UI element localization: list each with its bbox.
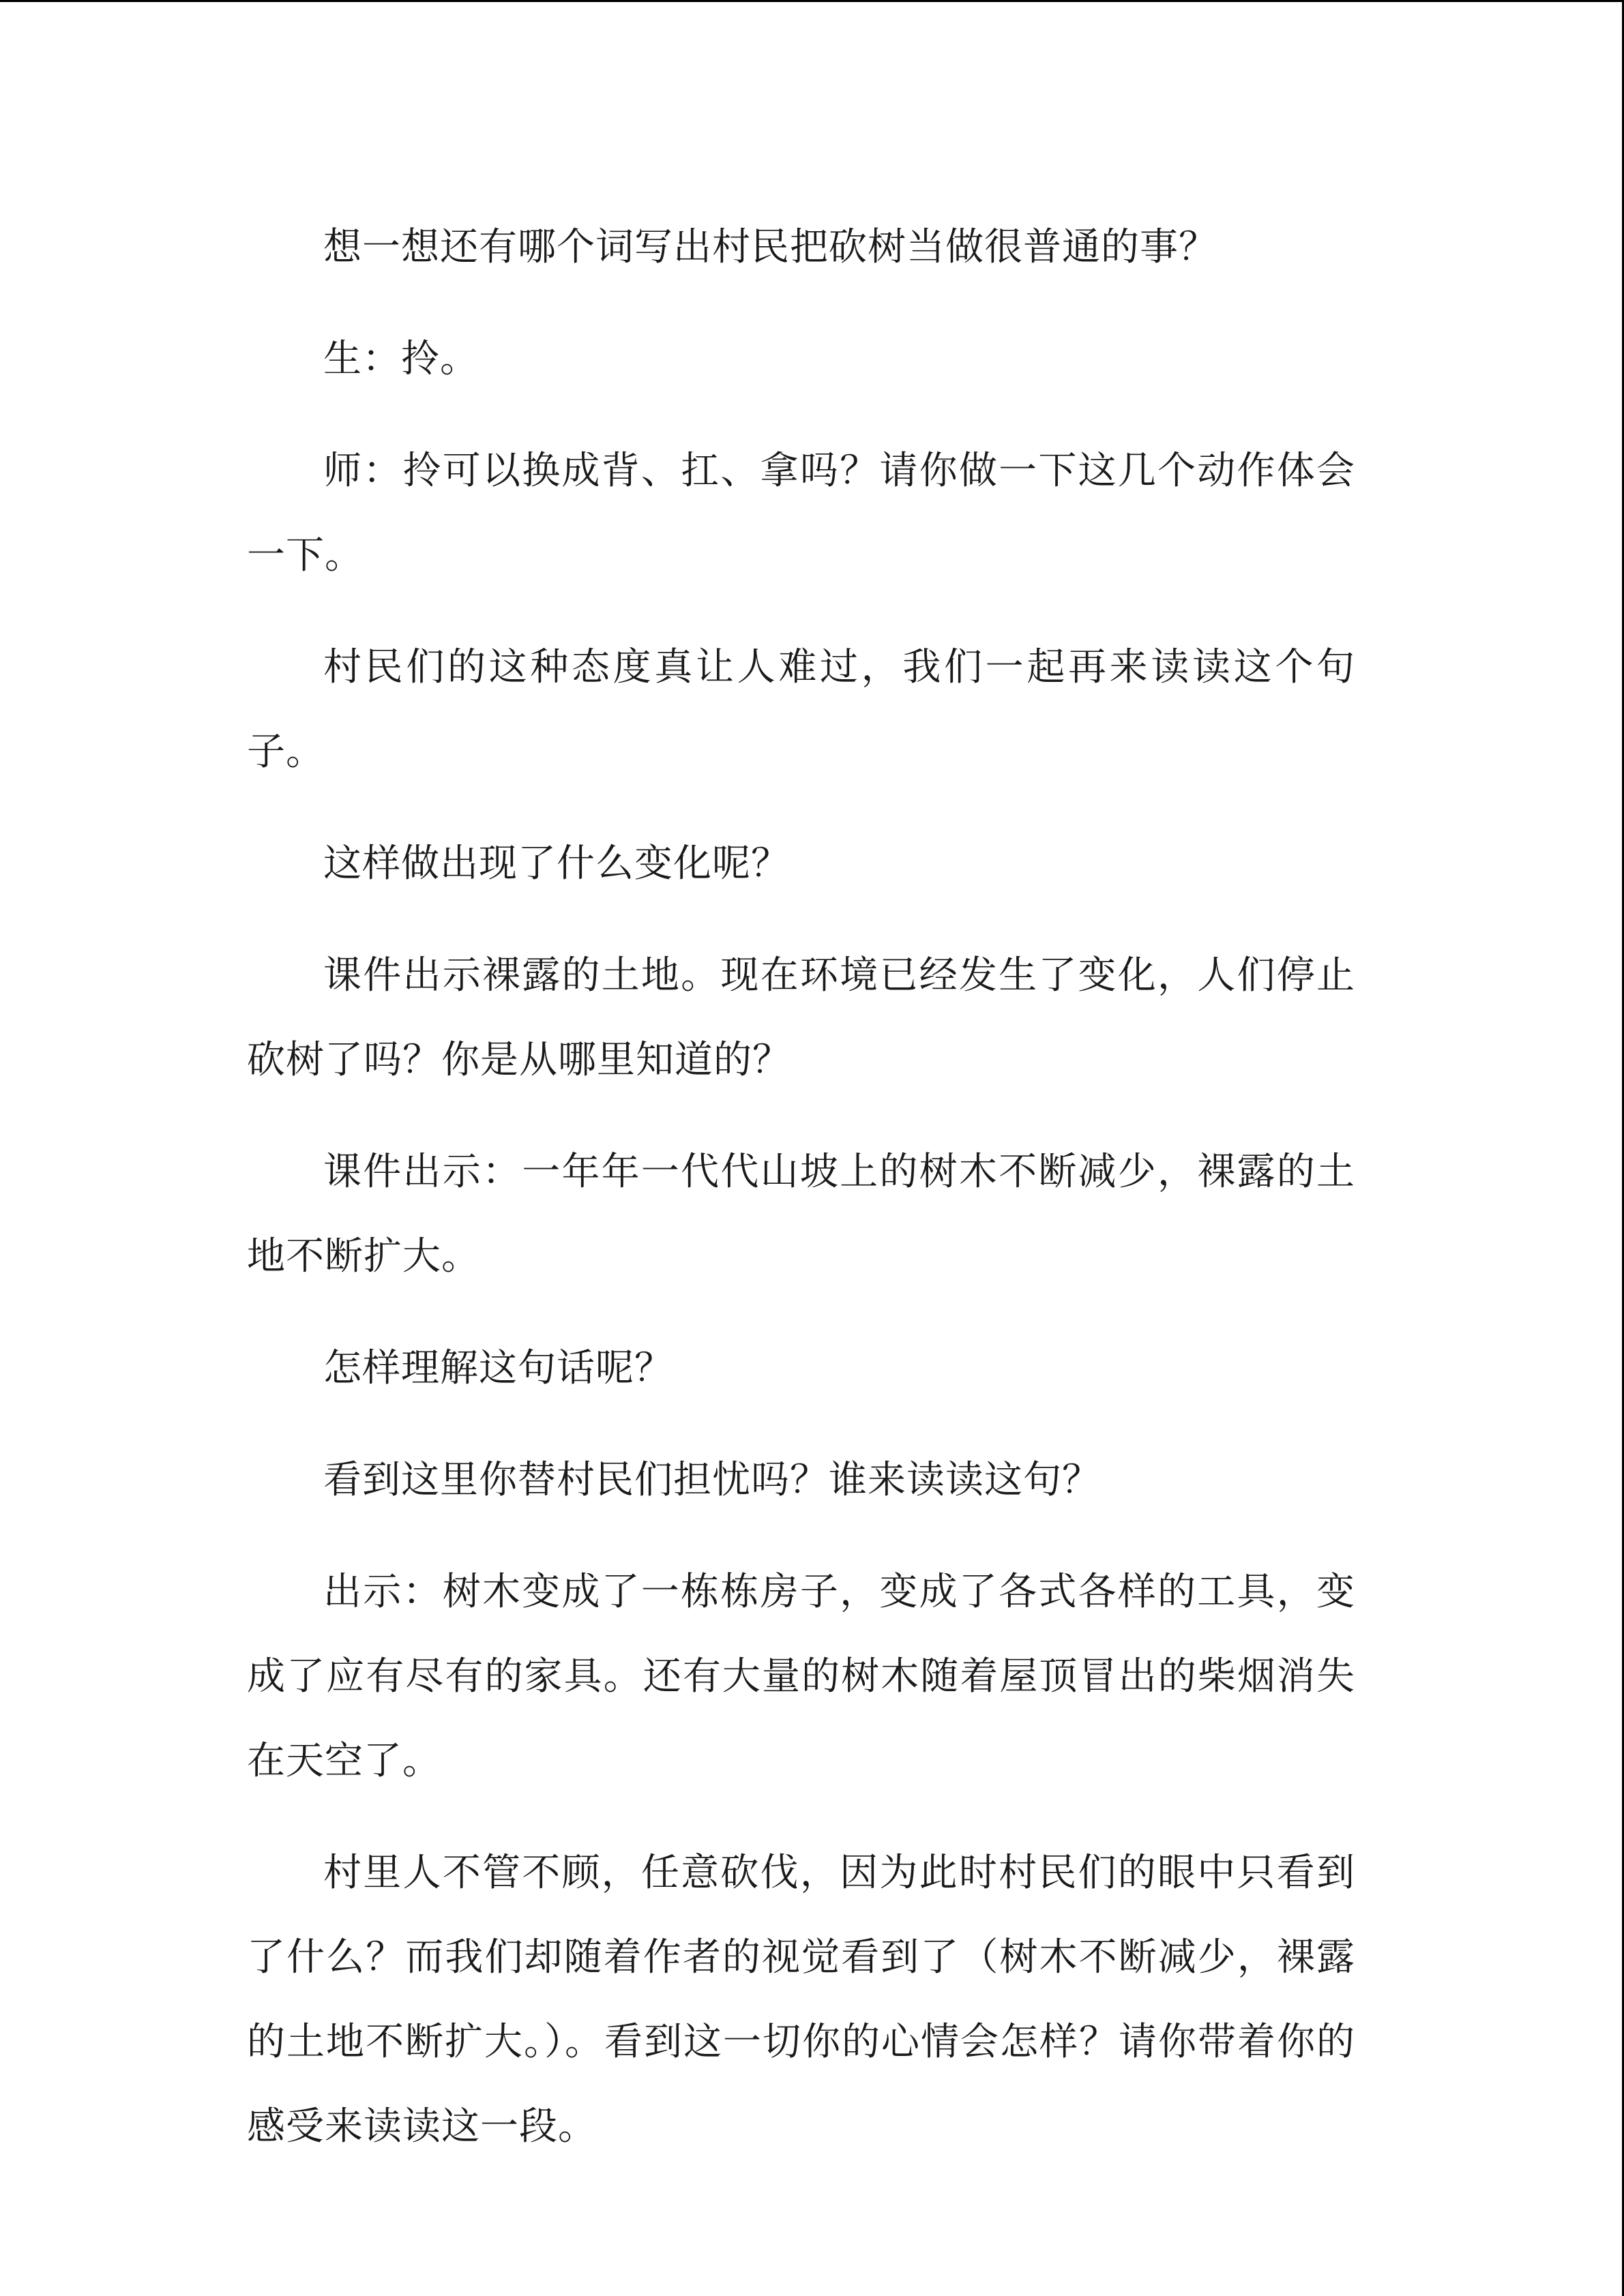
paragraph-5: 这样做出现了什么变化呢？ [323,841,790,886]
paragraph-10: 出示：树木变成了一栋栋房子，变成了各式各样的工具，变成了应有尽有的家具。还有大量的树木随着屋顶冒出的柴烟消失在天空了。 [247,1570,1355,1783]
paragraph-2: 生：拎。 [323,337,479,381]
paragraph-8: 怎样理解这句话呢？ [323,1346,673,1390]
document-body [247,205,1355,2196]
paragraph-4: 村民们的这种态度真让人难过，我们一起再来读读这个句子。 [247,645,1355,774]
paragraph-11: 村里人不管不顾，任意砍伐，因为此时村民们的眼中只看到了什么？而我们却随着作者的视觉看到了（树木不断减少，裸露的土地不断扩大。）。看到这一切你的心情会怎样？请你带着你的感受来读读这一段。 [247,1851,1355,2149]
paragraph-6: 课件出示裸露的土地。现在环境已经发生了变化，人们停止砍树了吗？你是从哪里知道的？ [247,953,1355,1082]
paragraph-1: 想一想还有哪个词写出村民把砍树当做很普通的事？ [323,225,1217,269]
paragraph-9: 看到这里你替村民们担忧吗？谁来读读这句？ [323,1458,1101,1502]
paragraph-3: 师：拎可以换成背、扛、拿吗？请你做一下这几个动作体会一下。 [247,449,1355,578]
paragraph-7: 课件出示：一年年一代代山坡上的树木不断减少，裸露的土地不断扩大。 [247,1150,1355,1279]
